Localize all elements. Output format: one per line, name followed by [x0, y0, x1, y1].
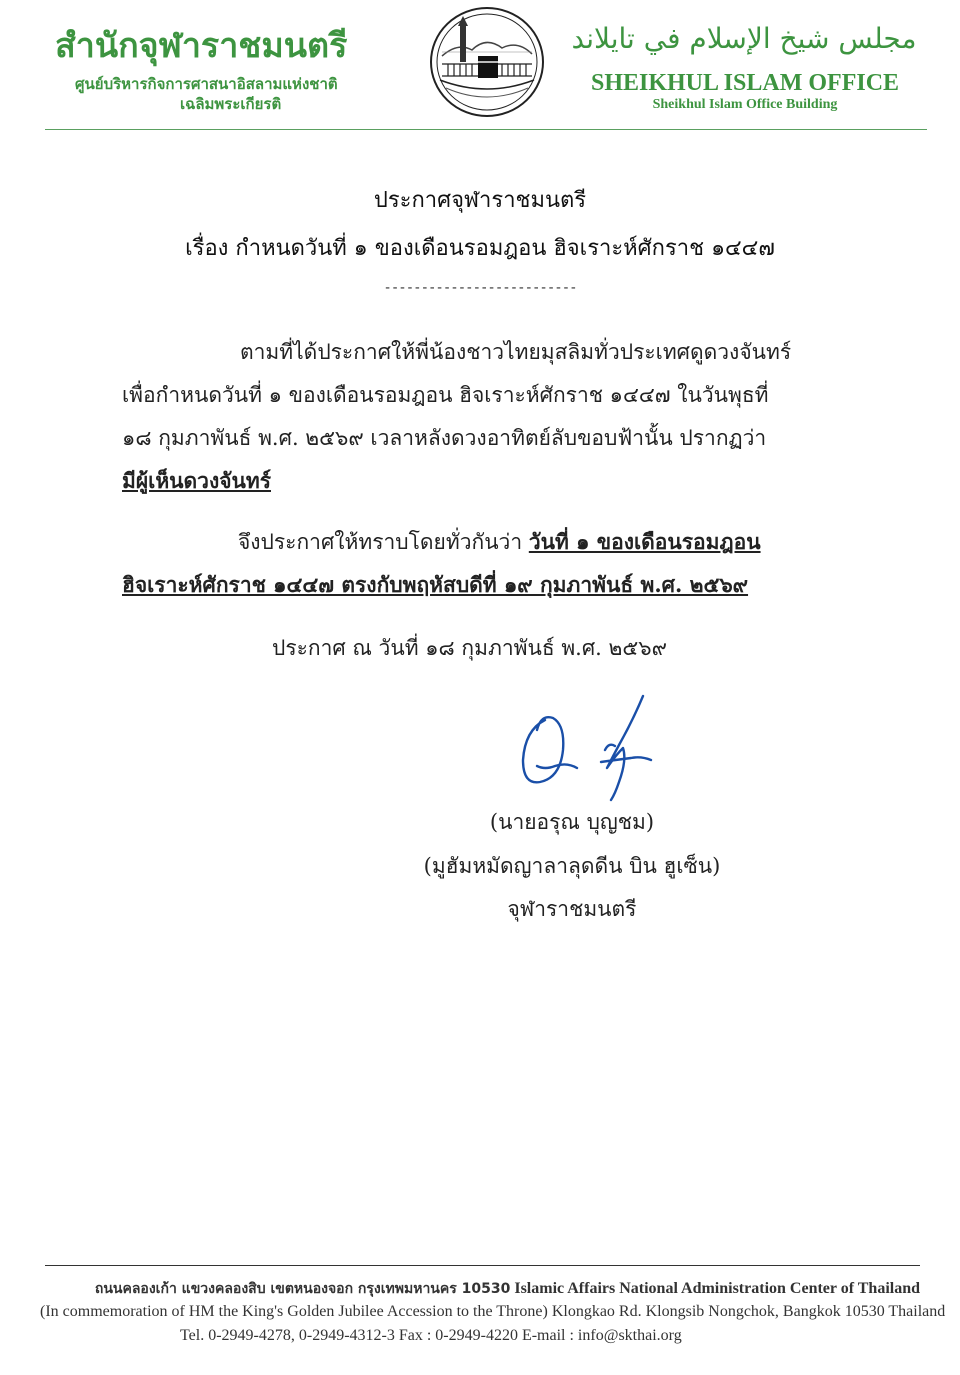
header-divider [45, 129, 927, 130]
paragraph-1-line-4: มีผู้เห็นดวงจันทร์ [122, 468, 271, 493]
english-office-subtitle: Sheikhul Islam Office Building [652, 97, 838, 112]
footer-address-line [40, 1278, 920, 1300]
announcement-date: ประกาศ ณ วันที่ ๑๘ กุมภาพันธ์ พ.ศ. ๒๕๖๙ [272, 636, 667, 660]
footer-divider [45, 1265, 920, 1266]
title-separator: -------------------------- [383, 280, 577, 296]
paragraph-1-line-1: ตามที่ได้ประกาศให้พี่น้องชาวไทยมุสลิมทั่วประเทศดูดวงจันทร์ [240, 340, 792, 364]
signatory-name: (นายอรุณ บุญชม) [489, 810, 655, 834]
arabic-office-name: مجلس شيخ الإسلام في تايلاند [571, 22, 917, 55]
footer-commemoration: (In commemoration of HM the King's Golden Jubilee Accession to the Throne) Klongkao Rd. Klongsib Nongchok, Bangkok 10530 Thailand [40, 1303, 946, 1320]
paragraph-1-line-2: เพื่อกำหนดวันที่ ๑ ของเดือนรอมฎอน ฮิจเราะห์ศักราช ๑๔๔๗ ในวันพุธที่ [122, 383, 769, 407]
footer-address-thai: ถนนคลองเก้า แขวงคลองสิบ เขตหนองจอก กรุงเทพมหานคร 10530 [94, 1281, 511, 1297]
thai-office-subtitle-2: เฉลิมพระเกียรติ [180, 95, 282, 113]
announcement-title: ประกาศจุฬาราชมนตรี [373, 188, 587, 213]
footer-contact: Tel. 0-2949-4278, 0-2949-4312-3 Fax : 0-2949-4220 E-mail : info@skthai.org [180, 1327, 682, 1344]
english-office-name: SHEIKHUL ISLAM OFFICE [590, 70, 900, 96]
footer-center-name: Islamic Affairs National Administration Center of Thailand [514, 1280, 920, 1297]
paragraph-2-line-1 [238, 526, 761, 559]
letterhead [0, 0, 960, 135]
office-seal-logo [428, 6, 546, 118]
signatory-title-name: (มูฮัมหมัดญาลาลุดดีน บิน ฮูเซ็น) [423, 854, 721, 878]
paragraph-1-line-3: ๑๘ กุมภาพันธ์ พ.ศ. ๒๕๖๙ เวลาหลังดวงอาทิตย์ลับขอบฟ้านั้น ปรากฏว่า [122, 426, 767, 450]
paragraph-2-lead: จึงประกาศให้ทราบโดยทั่วกันว่า [238, 530, 529, 554]
signatory-position: จุฬาราชมนตรี [507, 897, 637, 921]
announcement-subject: เรื่อง กำหนดวันที่ ๑ ของเดือนรอมฎอน ฮิจเราะห์ศักราช ๑๔๔๗ [185, 236, 775, 261]
handwritten-signature [515, 690, 660, 805]
paragraph-2-emphasis: วันที่ ๑ ของเดือนรอมฎอน [528, 529, 761, 554]
paragraph-2-line-2: ฮิจเราะห์ศักราช ๑๔๔๗ ตรงกับพฤหัสบดีที่ ๑๙ กุมภาพันธ์ พ.ศ. ๒๕๖๙ [122, 572, 749, 597]
thai-office-subtitle: ศูนย์บริหารกิจการศาสนาอิสลามแห่งชาติ [75, 75, 338, 93]
thai-office-name: สำนักจุฬาราชมนตรี [55, 26, 348, 66]
